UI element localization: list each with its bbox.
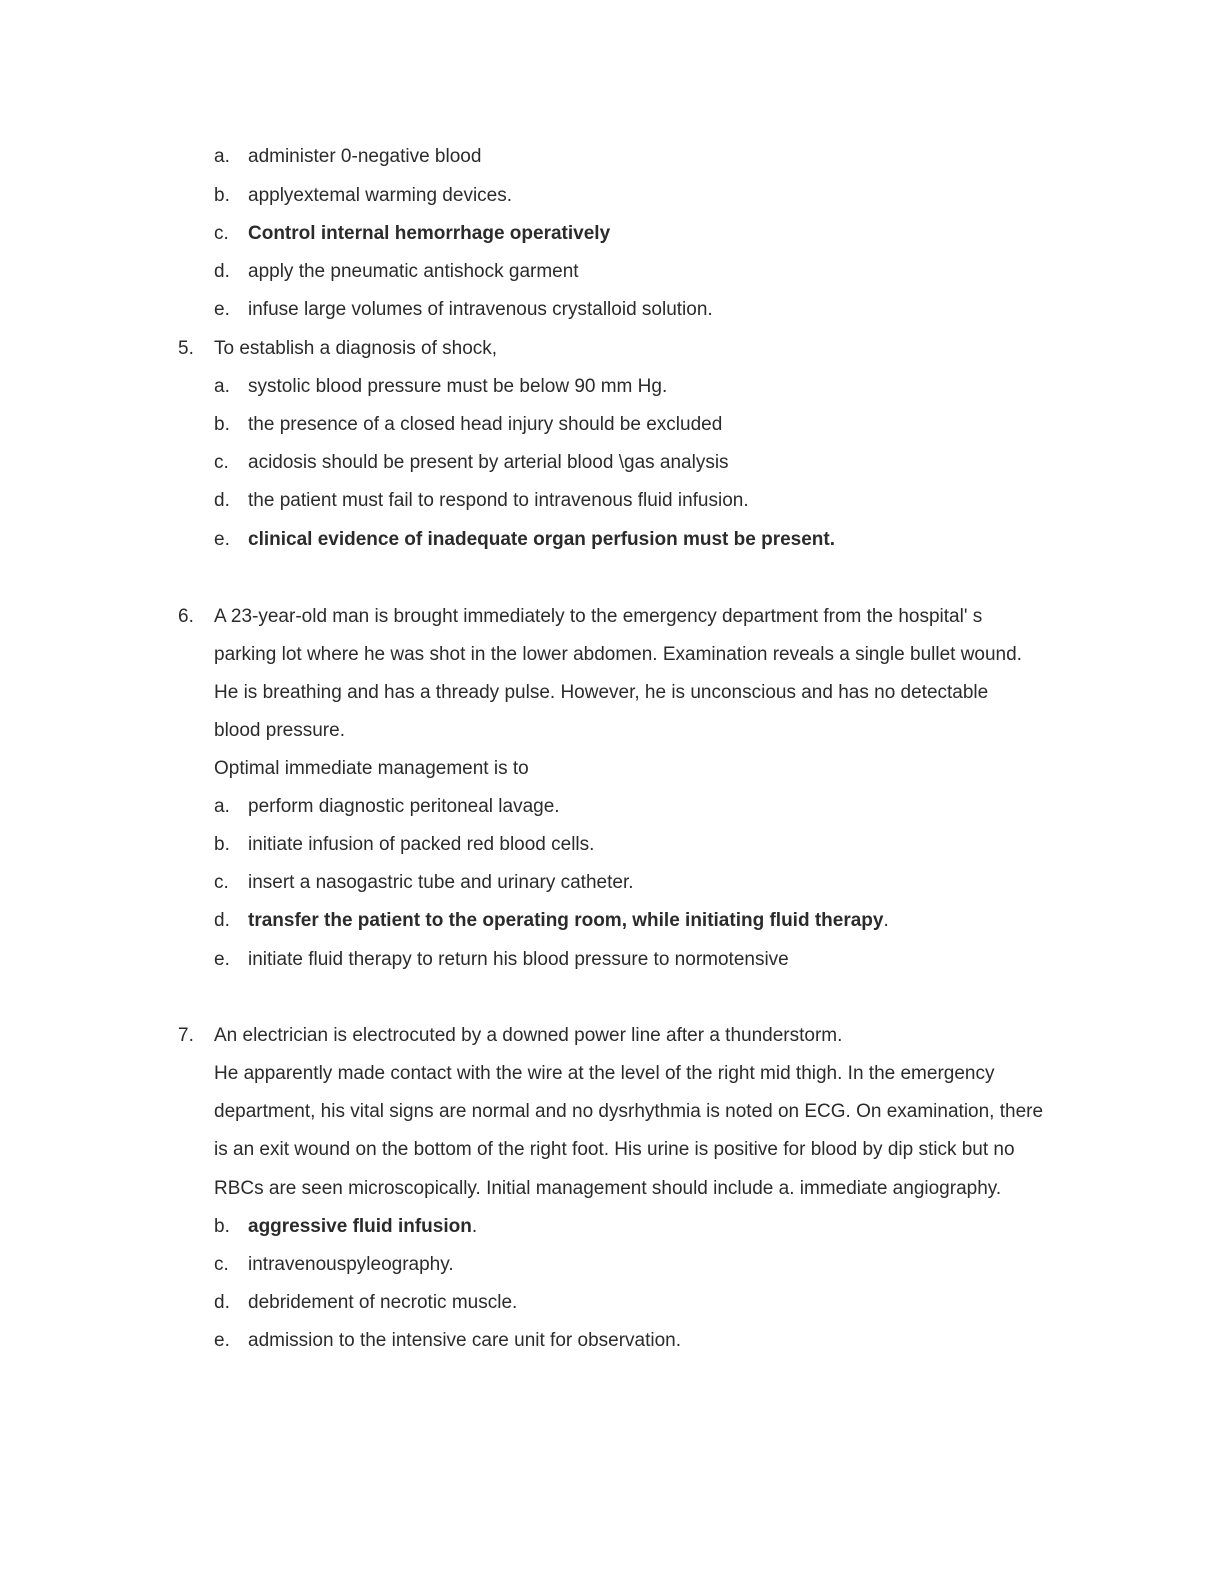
option-marker: e. bbox=[214, 299, 230, 320]
option-text-correct: aggressive fluid infusion bbox=[248, 1216, 472, 1237]
option-marker: c. bbox=[214, 452, 229, 473]
option-marker: e. bbox=[214, 1330, 230, 1351]
question-stem: He apparently made contact with the wire at the level of the right mid thigh. In the emergency bbox=[214, 1063, 995, 1084]
option-marker: d. bbox=[214, 910, 230, 931]
option-suffix: . bbox=[471, 1216, 478, 1237]
question-stem: He is breathing and has a thready pulse. However, he is unconscious and has no detectable bbox=[214, 682, 989, 703]
option-marker: c. bbox=[214, 872, 229, 893]
question-stem: department, his vital signs are normal and no dysrhythmia is noted on ECG. On examination, there bbox=[214, 1101, 1044, 1122]
option-text: admission to the intensive care unit for observation. bbox=[248, 1330, 682, 1351]
option-text: initiate infusion of packed red blood cells. bbox=[248, 834, 595, 855]
option-text-correct: transfer the patient to the operating room, while initiating fluid therapy bbox=[248, 910, 884, 931]
question-prompt: Optimal immediate management is to bbox=[214, 758, 529, 779]
option-marker: b. bbox=[214, 185, 230, 206]
option-text-wrap bbox=[248, 1215, 477, 1239]
option-marker: e. bbox=[214, 529, 230, 550]
option-marker: b. bbox=[214, 414, 230, 435]
option-marker: a. bbox=[214, 146, 230, 167]
option-text: intravenouspyleography. bbox=[248, 1254, 454, 1275]
option-text: the presence of a closed head injury should be excluded bbox=[248, 414, 723, 435]
option-text: systolic blood pressure must be below 90 mm Hg. bbox=[248, 376, 668, 397]
option-marker: d. bbox=[214, 1292, 230, 1313]
option-marker: b. bbox=[214, 834, 230, 855]
option-marker: b. bbox=[214, 1216, 230, 1237]
option-text: infuse large volumes of intravenous crystalloid solution. bbox=[248, 299, 713, 320]
question-number: 6. bbox=[178, 606, 194, 627]
option-text: administer 0-negative blood bbox=[248, 146, 482, 167]
option-marker: a. bbox=[214, 796, 230, 817]
option-marker: d. bbox=[214, 490, 230, 511]
option-text: perform diagnostic peritoneal lavage. bbox=[248, 796, 560, 817]
option-text-correct: clinical evidence of inadequate organ perfusion must be present. bbox=[248, 529, 836, 550]
question-stem: is an exit wound on the bottom of the right foot. His urine is positive for blood by dip stick but no bbox=[214, 1139, 1015, 1160]
option-text: debridement of necrotic muscle. bbox=[248, 1292, 518, 1313]
option-text: the patient must fail to respond to intravenous fluid infusion. bbox=[248, 490, 749, 511]
option-marker: c. bbox=[214, 1254, 229, 1275]
option-text: insert a nasogastric tube and urinary catheter. bbox=[248, 872, 634, 893]
question-stem: A 23-year-old man is brought immediately to the emergency department from the hospital' s bbox=[214, 606, 983, 627]
option-marker: a. bbox=[214, 376, 230, 397]
question-stem: To establish a diagnosis of shock, bbox=[214, 338, 498, 359]
option-text: applyextemal warming devices. bbox=[248, 185, 513, 206]
question-stem: RBCs are seen microscopically. Initial management should include a. immediate angiography. bbox=[214, 1178, 1002, 1199]
question-number: 5. bbox=[178, 338, 194, 359]
option-marker: d. bbox=[214, 261, 230, 282]
question-stem: blood pressure. bbox=[214, 720, 345, 741]
option-marker: c. bbox=[214, 223, 229, 244]
question-number: 7. bbox=[178, 1025, 194, 1046]
question-stem: An electrician is electrocuted by a downed power line after a thunderstorm. bbox=[214, 1025, 843, 1046]
question-stem: parking lot where he was shot in the lower abdomen. Examination reveals a single bullet wound. bbox=[214, 644, 1022, 665]
option-text: apply the pneumatic antishock garment bbox=[248, 261, 579, 282]
option-marker: e. bbox=[214, 949, 230, 970]
option-text: initiate fluid therapy to return his blood pressure to normotensive bbox=[248, 949, 789, 970]
option-text: acidosis should be present by arterial blood \gas analysis bbox=[248, 452, 729, 473]
option-text-correct: Control internal hemorrhage operatively bbox=[248, 223, 611, 244]
option-suffix: . bbox=[883, 910, 889, 931]
option-text-wrap bbox=[248, 909, 889, 933]
